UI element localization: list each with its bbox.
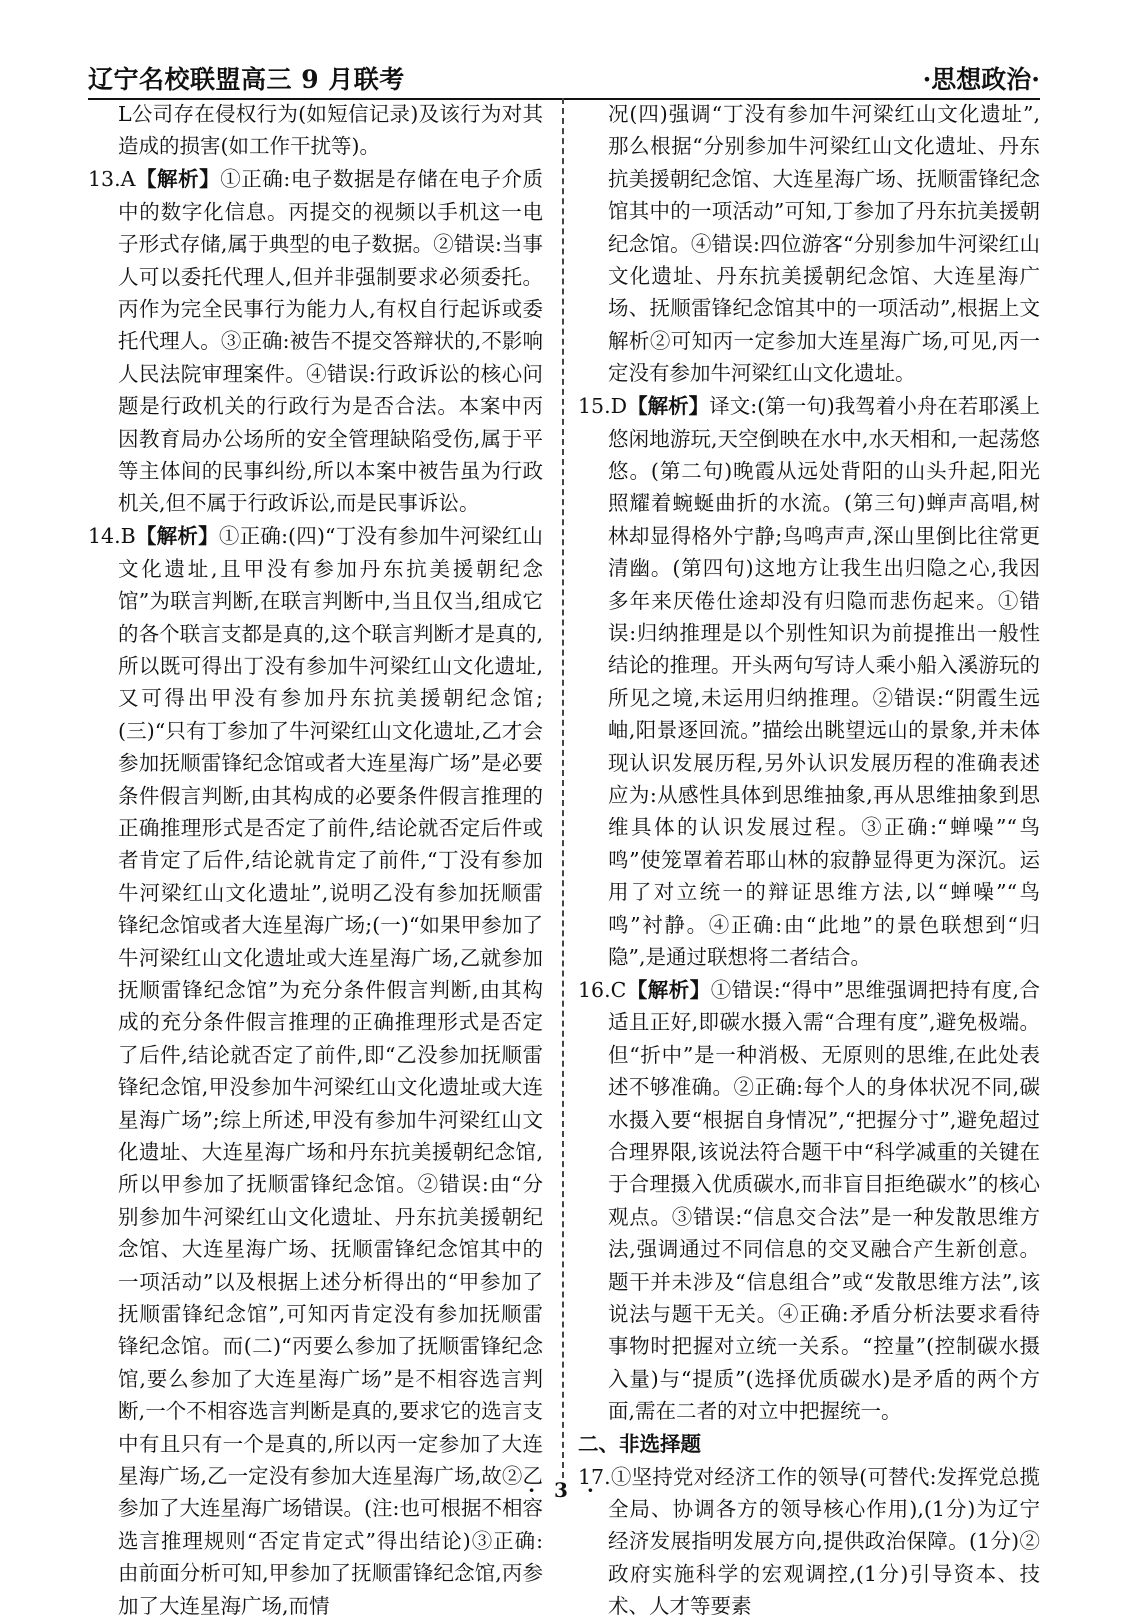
- answer-continuation: [88, 98, 543, 163]
- header-exam-title: 辽宁名校联盟高三 9 月联考: [88, 65, 405, 94]
- answer-14: [88, 520, 543, 1622]
- analysis-tag: 【解析】: [626, 977, 711, 1002]
- answer-13: [88, 163, 543, 519]
- answer-continuation: [578, 98, 1040, 390]
- section-title: 二、非选择题: [578, 1432, 701, 1457]
- answer-number: 17.: [578, 1464, 611, 1489]
- answer-text: ①正确:电子数据是存储在电子介质中的数字化信息。丙提交的视频以手机这一电子形式存储,属于典型的电子数据。②错误:当事人可以委托代理人,但并非强制要求必须委托。丙作为完全民事行为能力人,有权自行起诉或委托代理人。③正确:被告不提交答辩状的,不影响人民法院审理案件。④错误:行政诉讼的核心问题是行政机关的行政行为是否合法。本案中丙因教育局办公场所的安全管理缺陷受伤,属于平等主体间的民事纠纷,所以本案中被告虽为行政机关,但不属于行政诉讼,而是民事诉讼。: [118, 167, 543, 516]
- column-divider: [562, 98, 564, 1478]
- answer-text: 况(四)强调“丁没有参加牛河梁红山文化遗址”,那么根据“分别参加牛河梁红山文化遗址、丹东抗美援朝纪念馆、大连星海广场、抚顺雷锋纪念馆其中的一项活动”可知,丁参加了丹东抗美援朝纪念馆。④错误:四位游客“分别参加牛河梁红山文化遗址、丹东抗美援朝纪念馆、大连星海广场、抚顺雷锋纪念馆其中的一项活动”,根据上文解析②可知丙一定参加大连星海广场,可见,丙一定没有参加牛河梁红山文化遗址。: [608, 102, 1040, 386]
- right-column: [578, 98, 1040, 1623]
- page-header: [88, 58, 1040, 100]
- answer-number: 13.A: [88, 167, 136, 192]
- analysis-tag: 【解析】: [135, 167, 221, 192]
- answer-number: 15.D: [578, 394, 628, 419]
- answer-text: L公司存在侵权行为(如短信记录)及该行为对其造成的损害(如工作干扰等)。: [118, 102, 543, 159]
- analysis-tag: 【解析】: [135, 524, 219, 549]
- left-column: [88, 98, 543, 1623]
- answer-number: 16.C: [578, 977, 627, 1002]
- answer-text: 译文:(第一句)我驾着小舟在若耶溪上悠闲地游玩,天空倒映在水中,水天相和,一起荡悠悠。(第二句)晚霞从远处背阳的山头升起,阳光照耀着蜿蜒曲折的水流。(第三句)蝉声高唱,树林却显得格外宁静;鸟鸣声声,深山里倒比往常更清幽。(第四句)这地方让我生出归隐之心,我因多年来厌倦仕途却没有归隐而悲伤起来。①错误:归纳推理是以个别性知识为前提推出一般性结论的推理。开头两句写诗人乘小船入溪游玩的所见之境,未运用归纳推理。②错误:“阴霞生远岫,阳景逐回流。”描绘出眺望远山的景象,并未体现认识发展历程,另外认识发展历程的准确表述应为:从感性具体到思维抽象,再从思维抽象到思维具体的认识发展过程。③正确:“蝉噪”“鸟鸣”使笼罩着若耶山林的寂静显得更为深沉。运用了对立统一的辩证思维方法,以“蝉噪”“鸟鸣”衬静。④正确:由“此地”的景色联想到“归隐”,是通过联想将二者结合。: [608, 394, 1041, 970]
- header-subject: ·思想政治·: [922, 65, 1040, 94]
- answer-text: ①坚持党对经济工作的领导(可替代:发挥党总揽全局、协调各方的领导核心作用),(1分)为辽宁经济发展指明发展方向,提供政治保障。(1分)②政府实施科学的宏观调控,(1分)引导资本、技术、人才等要素: [608, 1464, 1040, 1619]
- answer-text: ①错误:“得中”思维强调把持有度,合适且正好,即碳水摄入需“合理有度”,避免极端。但“折中”是一种消极、无原则的思维,在此处表述不够准确。②正确:每个人的身体状况不同,碳水摄入要“根据自身情况”,“把握分寸”,避免超过合理界限,该说法符合题干中“科学减重的关键在于合理摄入优质碳水,而非盲目拒绝碳水”的核心观点。③错误:“信息交合法”是一种发散思维方法,强调通过不同信息的交叉融合产生新创意。题干并未涉及“信息组合”或“发散思维方法”,该说法与题干无关。④正确:矛盾分析法要求看待事物时把握对立统一关系。“控量”(控制碳水摄入量)与“提质”(选择优质碳水)是矛盾的两个方面,需在二者的对立中把握统一。: [608, 977, 1041, 1424]
- answer-text: ①正确:(四)“丁没有参加牛河梁红山文化遗址,且甲没有参加丹东抗美援朝纪念馆”为联言判断,在联言判断中,当且仅当,组成它的各个联言支都是真的,这个联言判断才是真的,所以既可得出丁没有参加牛河梁红山文化遗址,又可得出甲没有参加丹东抗美援朝纪念馆;(三)“只有丁参加了牛河梁红山文化遗址,乙才会参加抚顺雷锋纪念馆或者大连星海广场”是必要条件假言判断,由其构成的必要条件假言推理的正确推理形式是否定了前件,结论就否定后件或者肯定了后件,结论就肯定了前件,“丁没有参加牛河梁红山文化遗址”,说明乙没有参加抚顺雷锋纪念馆或者大连星海广场;(一)“如果甲参加了牛河梁红山文化遗址或大连星海广场,乙就参加抚顺雷锋纪念馆”为充分条件假言判断,由其构成的充分条件假言推理的正确推理形式是否定了后件,结论就否定了前件,即“乙没参加抚顺雷锋纪念馆,甲没参加牛河梁红山文化遗址或大连星海广场”;综上所述,甲没有参加牛河梁红山文化遗址、大连星海广场和丹东抗美援朝纪念馆,所以甲参加了抚顺雷锋纪念馆。②错误:由“分别参加牛河梁红山文化遗址、丹东抗美援朝纪念馆、大连星海广场、抚顺雷锋纪念馆其中的一项活动”以及根据上述分析得出的“甲参加了抚顺雷锋纪念馆”,可知丙肯定没有参加抚顺雷锋纪念馆。而(二)“丙要么参加了抚顺雷锋纪念馆,要么参加了大连星海广场”是不相容选言判断,一个不相容选言判断是真的,要求它的选言支中有且只有一个是真的,所以丙一定参加了大连星海广场,乙一定没有参加大连星海广场,故②乙参加了大连星海广场错误。(注:也可根据不相容选言推理规则“否定肯定式”得出结论)③正确:由前面分析可知,甲参加了抚顺雷锋纪念馆,丙参加了大连星海广场,而情: [118, 524, 543, 1618]
- analysis-tag: 【解析】: [627, 394, 710, 419]
- answer-16: [578, 974, 1040, 1428]
- answer-number: 14.B: [88, 524, 136, 549]
- answer-15: [578, 390, 1040, 973]
- page-number: · 3 ·: [528, 1478, 600, 1502]
